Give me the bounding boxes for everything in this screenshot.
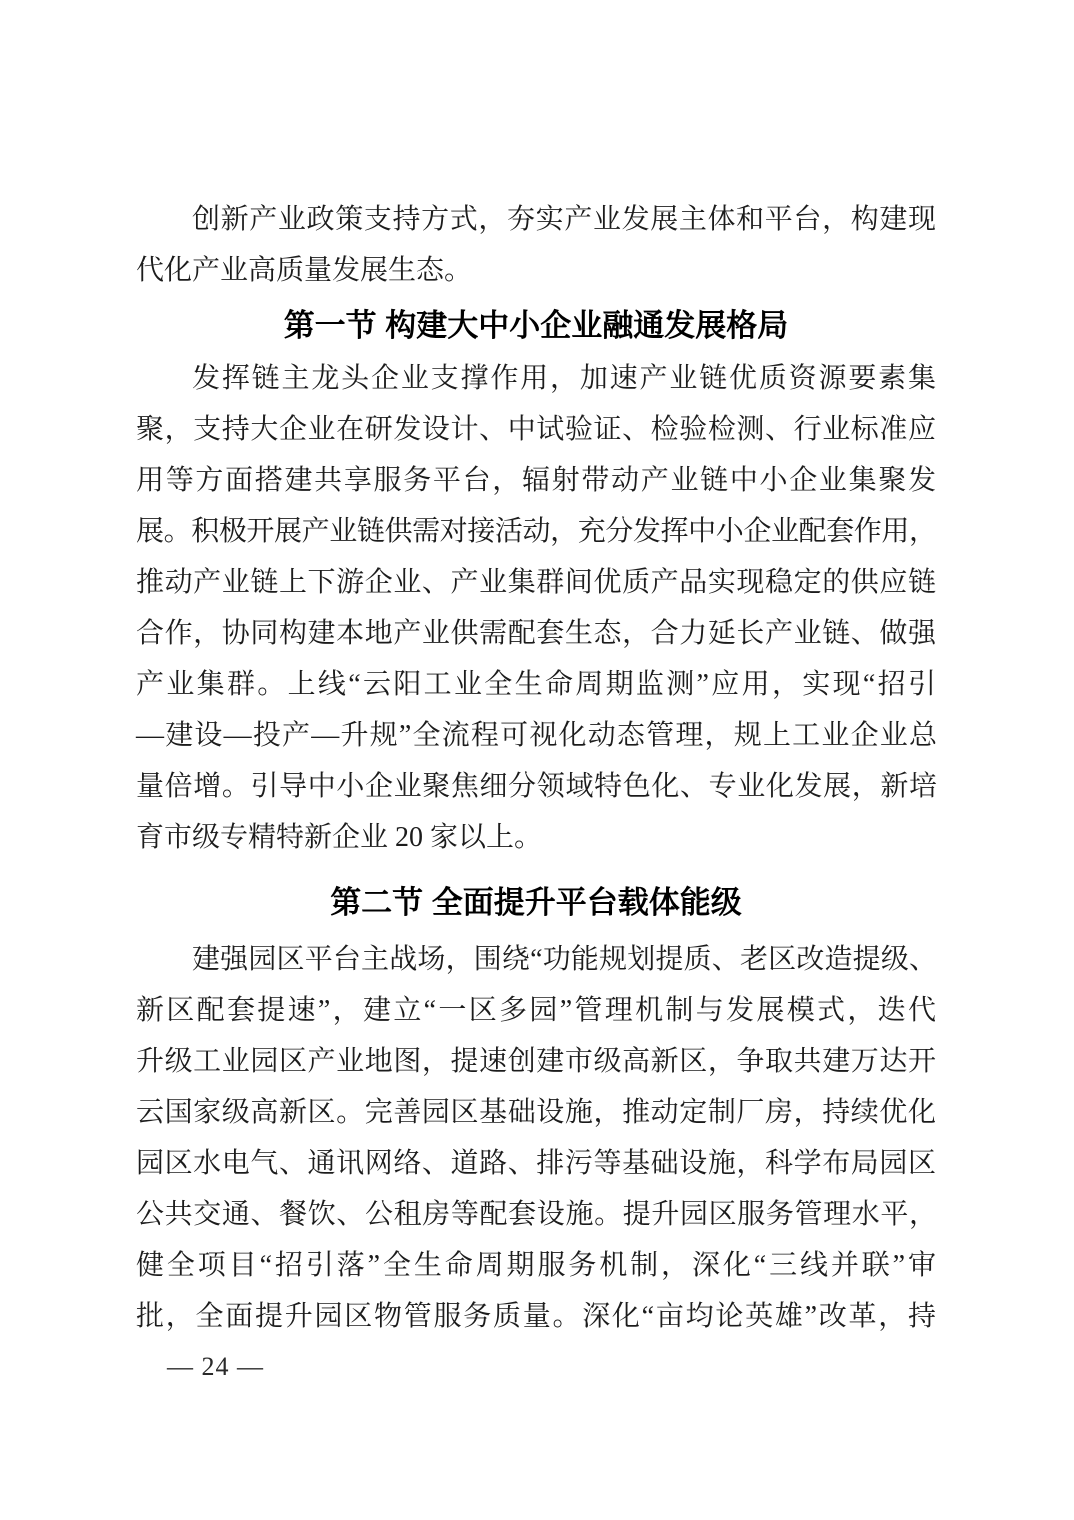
- document-body: [136, 194, 936, 1342]
- paragraph-line: 展。积极开展产业链供需对接活动，充分发挥中小企业配套作用，: [136, 516, 936, 547]
- paragraph-line: 批，全面提升园区物管服务质量。深化“亩均论英雄”改革，持: [136, 1301, 936, 1332]
- paragraph-line: 用等方面搭建共享服务平台，辐射带动产业链中小企业集聚发: [136, 465, 936, 496]
- section-1-heading: 第一节 构建大中小企业融通发展格局: [283, 308, 789, 343]
- paragraph-line: 合作，协同构建本地产业供需配套生态，合力延长产业链、做强: [136, 618, 936, 649]
- page-number: — 24 —: [167, 1352, 264, 1381]
- section-2-heading: 第二节 全面提升平台载体能级: [330, 885, 742, 920]
- paragraph-line: 新区配套提速”，建立“一区多园”管理机制与发展模式，迭代: [136, 995, 936, 1026]
- paragraph-line: 升级工业园区产业地图，提速创建市级高新区，争取共建万达开: [136, 1046, 936, 1077]
- paragraph-line: 推动产业链上下游企业、产业集群间优质产品实现稳定的供应链: [136, 567, 936, 598]
- paragraph-line: 聚，支持大企业在研发设计、中试验证、检验检测、行业标准应: [136, 414, 936, 445]
- paragraph-line: 量倍增。引导中小企业聚焦细分领域特色化、专业化发展，新培: [136, 771, 936, 802]
- paragraph-line: 代化产业高质量发展生态。: [136, 255, 473, 286]
- paragraph-line: 建强园区平台主战场，围绕“功能规划提质、老区改造提级、: [192, 944, 936, 975]
- paragraph-line: 园区水电气、通讯网络、道路、排污等基础设施，科学布局园区: [136, 1148, 936, 1179]
- paragraph-line: 创新产业政策支持方式，夯实产业发展主体和平台，构建现: [192, 204, 936, 235]
- paragraph-line: 健全项目“招引落”全生命周期服务机制，深化“三线并联”审: [136, 1250, 936, 1281]
- paragraph-line: 云国家级高新区。完善园区基础设施，推动定制厂房，持续优化: [136, 1097, 936, 1128]
- paragraph-line: 产业集群。上线“云阳工业全生命周期监测”应用，实现“招引: [136, 669, 936, 700]
- paragraph-line: 公共交通、餐饮、公租房等配套设施。提升园区服务管理水平，: [136, 1199, 936, 1230]
- paragraph-line: —建设—投产—升规”全流程可视化动态管理，规上工业企业总: [136, 720, 936, 751]
- paragraph-line: 育市级专精特新企业 20 家以上。: [136, 822, 543, 853]
- paragraph-line: 发挥链主龙头企业支撑作用，加速产业链优质资源要素集: [192, 363, 936, 394]
